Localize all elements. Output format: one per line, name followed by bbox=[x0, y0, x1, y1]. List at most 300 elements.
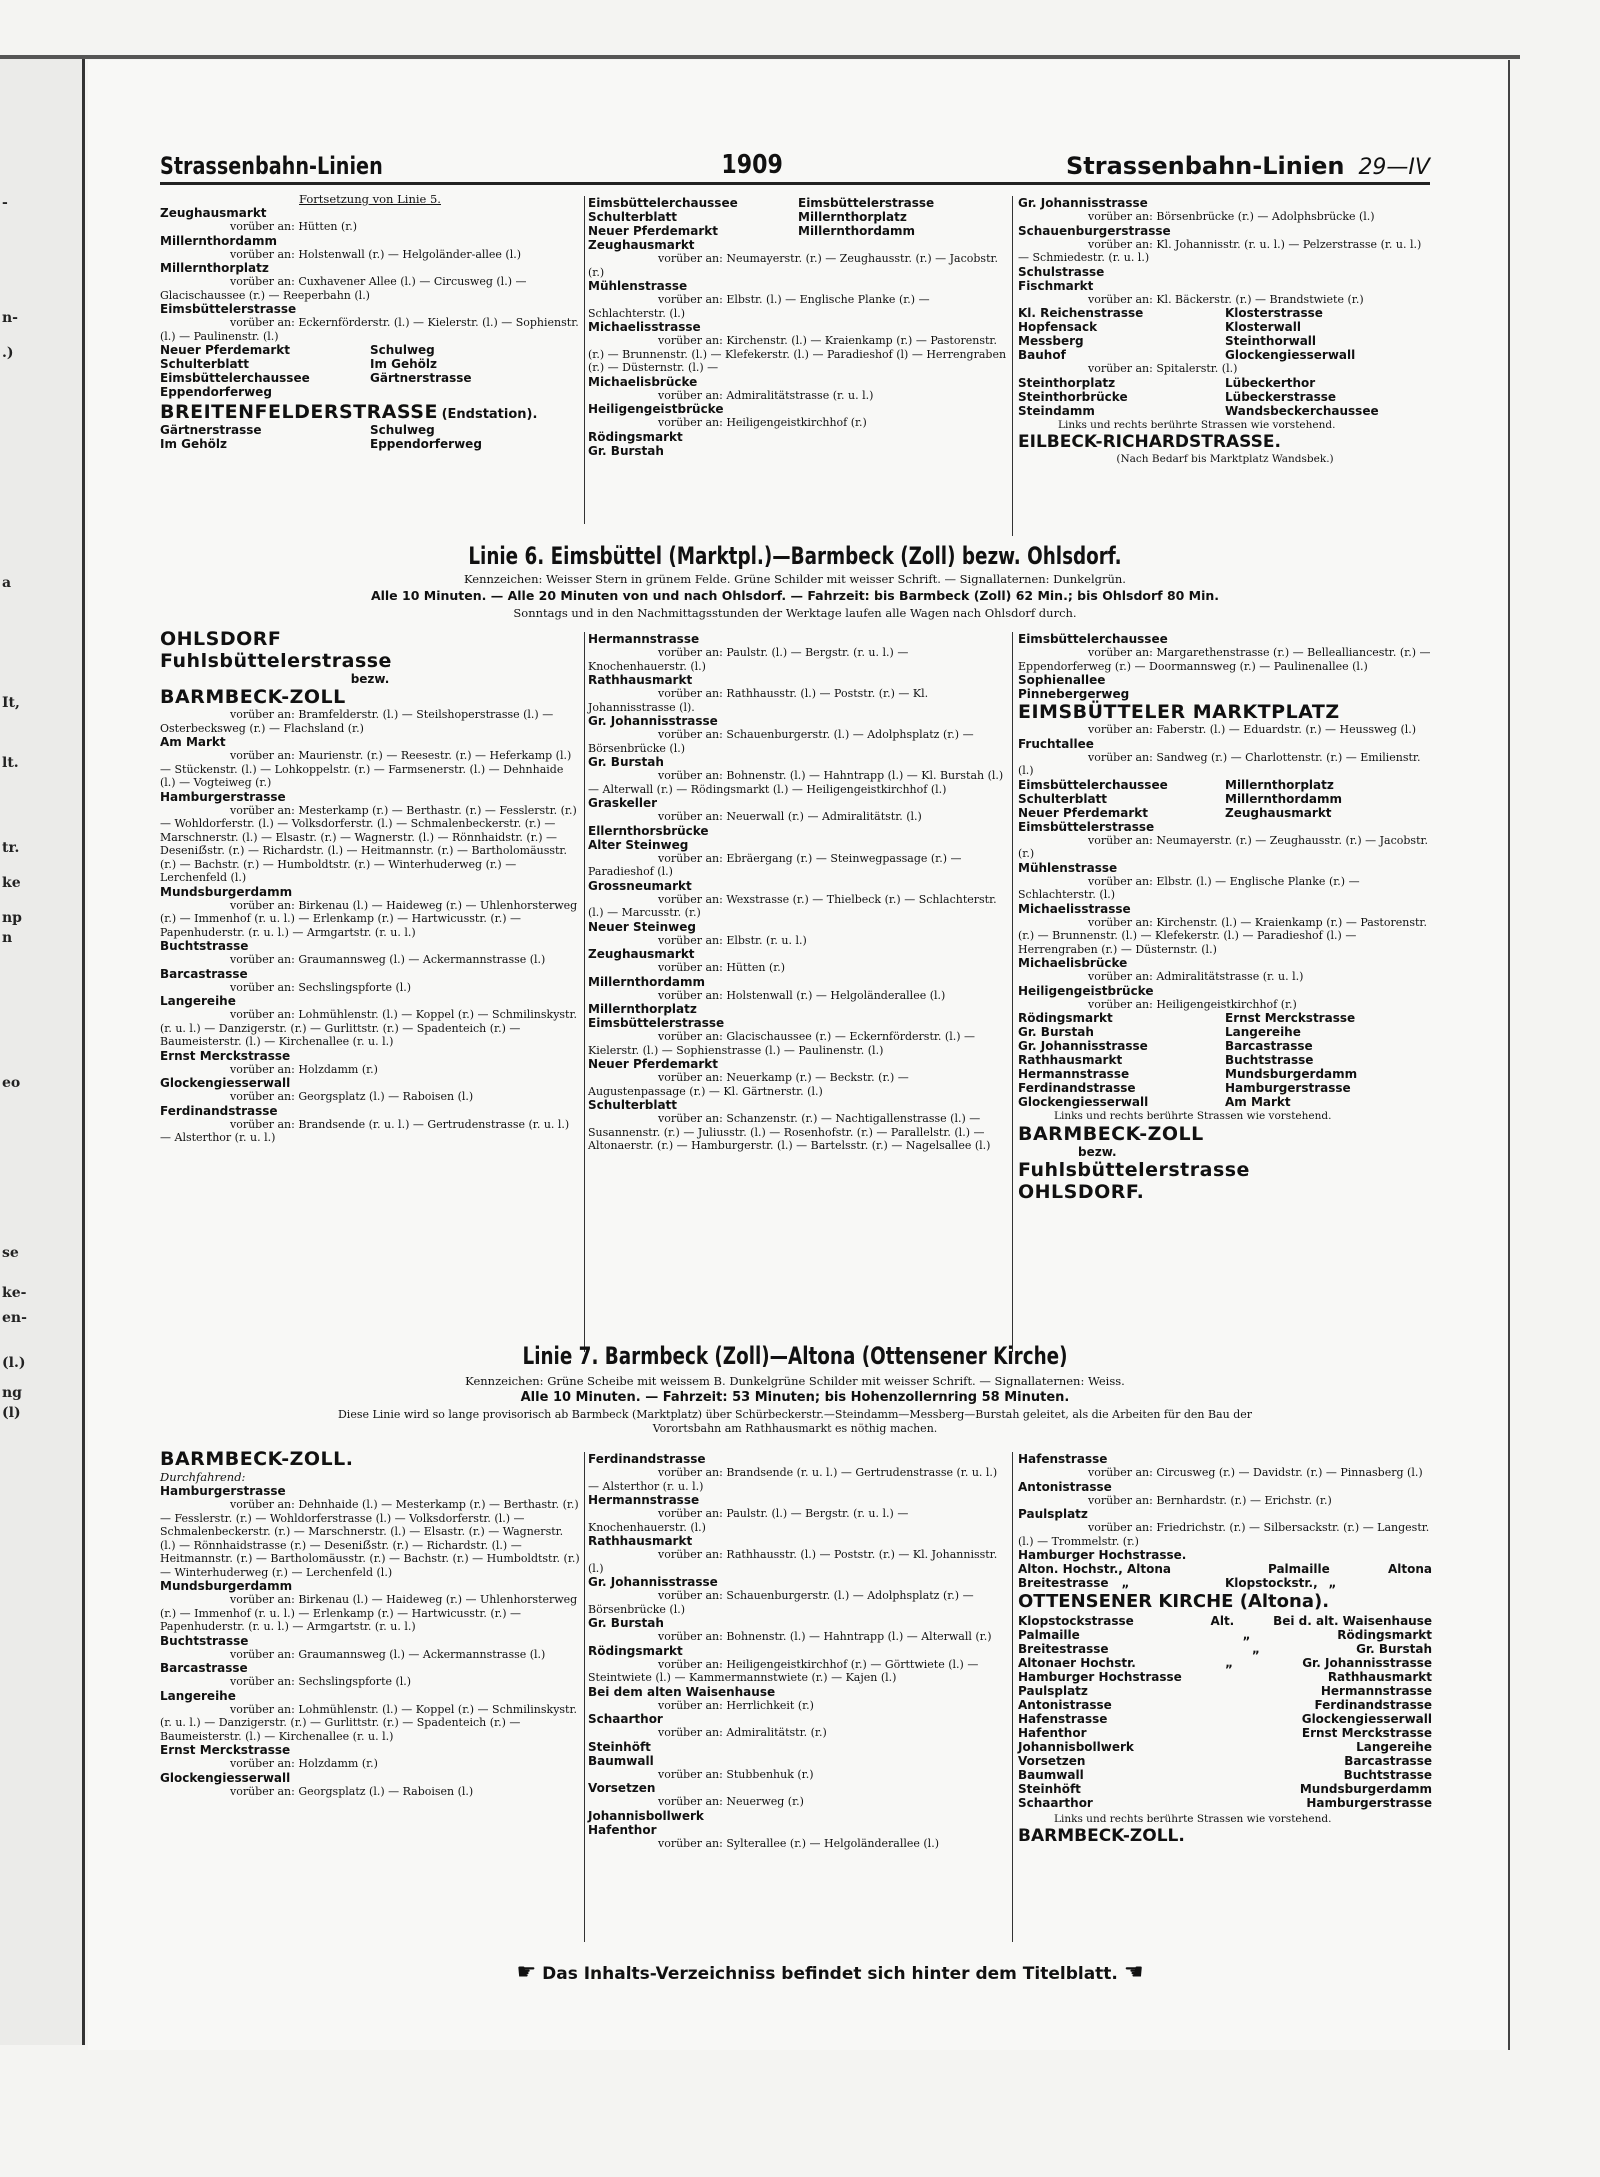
stop-name: Gr. Johannisstrasse bbox=[1018, 1039, 1148, 1053]
linie6-title: Linie 6. Eimsbüttel (Marktpl.)—Barmbeck (Zoll) bezw. Ohlsdorf. bbox=[468, 542, 1122, 570]
passing-streets: vorüber an: Sechslingspforte (l.) bbox=[230, 1675, 412, 1688]
passing-streets: vorüber an: Graumannsweg (l.) — Ackermannstrasse (l.) bbox=[230, 1647, 546, 1661]
stop-name: Schulterblatt bbox=[1018, 791, 1108, 806]
stop-name: Ernst Merckstrasse bbox=[160, 1743, 291, 1757]
passing-streets: vorüber an: Sandweg (r.) — Charlottenstr. (r.) — Emilienstr. (l.) bbox=[1018, 750, 1421, 777]
stop-name bbox=[1224, 1782, 1254, 1796]
stop-name: Mühlenstrasse bbox=[588, 279, 688, 293]
passing-streets: vorüber an: Kl. Johannisstr. (r. u. l.) — Pelzerstrasse (r. u. l.) — Schmiedestr. (r. u. l.) bbox=[1018, 237, 1422, 264]
stop-name bbox=[1225, 1712, 1255, 1726]
stop-name: Rödingsmarkt bbox=[1337, 1628, 1432, 1642]
stop-name bbox=[1227, 1796, 1257, 1810]
stop-name bbox=[1246, 1768, 1276, 1782]
stop-name: Hamburgerstrasse bbox=[1306, 1796, 1432, 1810]
linie5-stops-2 bbox=[588, 238, 1008, 458]
stop-name bbox=[1252, 1740, 1282, 1754]
stop-name: Glockengiesserwall bbox=[160, 1076, 291, 1090]
eilbeck-terminus: EILBECK-RICHARDSTRASSE. bbox=[1018, 431, 1281, 452]
passing-streets: vorüber an: Neumayerstr. (r.) — Zeughausstr. (r.) — Jacobstr. (r.) bbox=[588, 252, 999, 279]
adjacent-page-fragment: lt. bbox=[2, 755, 19, 771]
stop-name: Hermannstrasse bbox=[1320, 1684, 1432, 1698]
stop-name: Hamburgerstrasse bbox=[1225, 1081, 1351, 1095]
stop-name: Heiligengeistbrücke bbox=[1018, 983, 1154, 998]
fuhlsbuettel-start: Fuhlsbüttelerstrasse bbox=[160, 650, 392, 672]
stop-name: Pinnebergerweg bbox=[1018, 687, 1130, 701]
stop-name: Millernthordamm bbox=[160, 233, 278, 248]
linie7-title: Linie 7. Barmbeck (Zoll)—Altona (Ottensener Kirche) bbox=[522, 1342, 1068, 1370]
adjacent-page-fragment: n bbox=[2, 930, 13, 946]
linie7-provisorisch: Diese Linie wird so lange provisorisch ab Barmbeck (Marktplatz) über Schürbeckerstr.—Steindamm—Messberg—Burstah geleitet, als die Arbeiten für den Bau der bbox=[337, 1408, 1253, 1421]
linie6-column-1 bbox=[160, 628, 580, 1145]
stop-pair bbox=[1018, 1740, 1432, 1754]
passing-streets: vorüber an: Schauenburgerstr. (l.) — Adolphsplatz (r.) — Börsenbrücke (l.) bbox=[588, 1589, 974, 1616]
stop-name: Alton. Hochstr., Altona bbox=[1018, 1562, 1172, 1576]
stop-name: Rödingsmarkt bbox=[588, 429, 683, 444]
stop-name: Hamburger Hochstrasse. bbox=[1018, 1548, 1187, 1562]
bezw-label: bezw. bbox=[1078, 1145, 1117, 1159]
passing-streets: vorüber an: Holstenwall (r.) — Helgoländerallee (l.) bbox=[658, 988, 946, 1002]
stop-name: Langereihe bbox=[1356, 1740, 1432, 1754]
spital-note: vorüber an: Spitalerstr. (l.) bbox=[1088, 362, 1238, 375]
stop-name: Gr. Burstah bbox=[588, 755, 664, 769]
passing-streets: vorüber an: Heiligengeistkirchhof (r.) bbox=[1088, 997, 1297, 1011]
stop-pair bbox=[1018, 1768, 1432, 1782]
linie5-return-pairs bbox=[160, 423, 580, 451]
stop-name: Eimsbüttelerchaussee bbox=[160, 371, 310, 385]
stop-pair bbox=[1018, 1796, 1432, 1810]
stop-name: Altonaer Hochstr. bbox=[1018, 1656, 1136, 1670]
stop-name: Graskeller bbox=[588, 796, 658, 810]
stop-name: Schaarthor bbox=[588, 1712, 663, 1726]
passing-streets: vorüber an: Rathhausstr. (l.) — Poststr. (r.) — Kl. Johannisstrasse (l). bbox=[588, 687, 929, 714]
stop-name: Gr. Johannisstrasse bbox=[588, 714, 718, 728]
stop-name bbox=[1238, 1670, 1268, 1684]
linie5-stops-3 bbox=[1018, 196, 1432, 306]
stop-pair bbox=[1018, 348, 1432, 362]
linie6-kennzeichen: Kennzeichen: Weisser Stern in grünem Felde. Grüne Schilder mit weisser Schrift. — Signallaternen: Dunkelgrün. bbox=[464, 572, 1126, 586]
linie6-col3-pairs bbox=[1018, 778, 1432, 820]
passing-streets: vorüber an: Margarethenstrasse (r.) — Bellealliancestr. (r.) — Eppendorferweg (r.) — Doormannsweg (r.) — Paulinenallee (l.) bbox=[1018, 646, 1431, 673]
passing-streets: vorüber an: Birkenau (l.) — Haideweg (r.) — Uhlenhorsterweg (r.) — Immenhof (r. u. l.) — Erlenkamp (r.) — Hartwicusstr. (r.) — Papenhuderstr. (r. u. l.) — Armgartstr. (r. u. l.) bbox=[160, 898, 578, 939]
stop-name: Eppendorferweg bbox=[160, 385, 272, 399]
stop-name: Palmaille bbox=[1267, 1562, 1330, 1576]
stop-name: Michaelisstrasse bbox=[588, 320, 701, 334]
stop-name: Zeughausmarkt bbox=[160, 206, 267, 220]
stop-name: Buchtstrasse bbox=[1343, 1768, 1432, 1782]
linie7-takt: Alle 10 Minuten. — Fahrzeit: 53 Minuten; bis Hohenzollernring 58 Minuten. bbox=[520, 1390, 1070, 1405]
passing-streets: vorüber an: Neumayerstr. (r.) — Zeughausstr. (r.) — Jacobstr. (r.) bbox=[1018, 833, 1429, 860]
adjacent-page-fragment: n- bbox=[2, 310, 18, 326]
stop-name: Klosterstrasse bbox=[1225, 306, 1323, 320]
passing-streets: vorüber an: Wexstrasse (r.) — Thielbeck (r.) — Schlachterstr. (l.) — Marcusstr. (r.) bbox=[588, 892, 997, 919]
linie7-kennzeichen: Kennzeichen: Grüne Scheibe mit weissem B. Dunkelgrüne Schilder mit weisser Schrift. — Signallaternen: Weiss. bbox=[465, 1374, 1125, 1388]
stop-name: Im Gehölz bbox=[160, 437, 228, 451]
adjacent-page-fragment: It, bbox=[2, 695, 20, 711]
stop-name: Heiligengeistbrücke bbox=[588, 402, 724, 416]
linie5-column-3 bbox=[1018, 196, 1432, 466]
passing-streets: vorüber an: Brandsende (r. u. l.) — Gertrudenstrasse (r. u. l.) — Alsterthor (r. u. l.) bbox=[588, 1466, 998, 1493]
stop-name: Mundsburgerdamm bbox=[1299, 1782, 1432, 1796]
passing-streets: vorüber an: Faberstr. (l.) — Eduardstr. (r.) — Heussweg (l.) bbox=[1088, 723, 1417, 736]
linie5-column-2 bbox=[588, 196, 1008, 458]
stop-name: Eimsbüttelerchaussee bbox=[1018, 777, 1168, 792]
stop-pair bbox=[1018, 306, 1432, 320]
stop-name: Gärtnerstrasse bbox=[160, 423, 262, 437]
altona-stop-table bbox=[1018, 1562, 1432, 1590]
adjacent-page-fragment: ke- bbox=[2, 1285, 27, 1301]
stop-name: Rathhausmarkt bbox=[588, 1534, 693, 1548]
fuhlsbuettel-end: Fuhlsbüttelerstrasse bbox=[1018, 1159, 1250, 1181]
adjacent-page-fragment: np bbox=[2, 910, 22, 926]
linie6-stops-3b bbox=[1018, 820, 1432, 1012]
links-note: Links und rechts berührte Strassen wie vorstehend. bbox=[1054, 1813, 1332, 1825]
stop-name: Bei d. alt. Waisenhause bbox=[1273, 1614, 1432, 1628]
stop-name: Neuer Pferdemarkt bbox=[160, 343, 290, 357]
stop-pair bbox=[588, 196, 1008, 210]
page-footer bbox=[390, 1960, 1270, 1985]
stop-pair bbox=[1018, 1782, 1432, 1796]
stop-pair bbox=[160, 423, 580, 437]
stop-name: Steinhöft bbox=[1018, 1782, 1081, 1796]
stop-pair bbox=[160, 343, 580, 357]
passing-streets: vorüber an: Elbstr. (l.) — Englische Planke (r.) — Schlachterstr. (l.) bbox=[588, 293, 930, 320]
passing-streets: vorüber an: Kirchenstr. (l.) — Kraienkamp (r.) — Pastorenstr. (r.) — Brunnenstr. (l.) — Klefekerstr. (l.) — Paradieshof (l.) — Herrengraben (r.) — Düsternstr. (l.) bbox=[1018, 915, 1427, 956]
stop-name: Messberg bbox=[1018, 334, 1084, 348]
stop-name: Millernthordamm bbox=[1225, 791, 1343, 806]
stop-name: Schulweg bbox=[370, 343, 435, 357]
stop-name: Ernst Merckstrasse bbox=[1301, 1726, 1432, 1740]
column-divider bbox=[584, 1452, 585, 1942]
adjacent-page-edge bbox=[0, 55, 85, 2045]
page-number: 29—IV bbox=[1358, 155, 1430, 180]
stop-name: Schulterblatt bbox=[588, 1098, 678, 1112]
stop-name: Gr. Burstah bbox=[1018, 1025, 1094, 1039]
bezw-label: bezw. bbox=[350, 672, 390, 686]
stop-pair bbox=[1018, 1726, 1432, 1740]
passing-streets: vorüber an: Rathhausstr. (l.) — Poststr. (r.) — Kl. Johannisstr. (l.) bbox=[588, 1548, 998, 1575]
major-stop-name: EIMSBÜTTELER MARKTPLATZ bbox=[1018, 701, 1340, 723]
linie5-col3-pairs bbox=[1018, 306, 1432, 362]
ohlsdorf-start: OHLSDORF bbox=[160, 628, 282, 650]
passing-streets: vorüber an: Admiralitätstrasse (r. u. l.) bbox=[658, 388, 874, 402]
stop-name: Eimsbüttelerchaussee bbox=[1018, 632, 1168, 646]
stop-name: Rödingsmarkt bbox=[588, 1643, 683, 1658]
stop-name bbox=[1246, 1754, 1276, 1768]
stop-name: Baumwall bbox=[1018, 1768, 1084, 1782]
passing-streets: vorüber an: Georgsplatz (l.) — Raboisen (l.) bbox=[230, 1784, 474, 1798]
stop-name: Barcastrasse bbox=[1344, 1754, 1432, 1768]
stop-name: Neuer Pferdemarkt bbox=[588, 224, 718, 238]
stop-name: Am Markt bbox=[160, 735, 226, 749]
stop-name: Steindamm bbox=[1018, 403, 1095, 418]
stop-name bbox=[1231, 1698, 1261, 1712]
passing-streets: vorüber an: Neuerweg (r.) bbox=[658, 1795, 804, 1808]
stop-name: Gr. Burstah bbox=[588, 443, 664, 458]
stop-pair bbox=[160, 371, 580, 385]
column-divider bbox=[1012, 632, 1013, 1352]
eilbeck-note: (Nach Bedarf bis Marktplatz Wandsbek.) bbox=[1116, 452, 1334, 465]
stop-name: Millernthordamm bbox=[588, 974, 706, 989]
stop-name: Eimsbüttelerstrasse bbox=[798, 196, 935, 210]
stop-pair bbox=[1018, 1576, 1432, 1590]
stop-name: Hafenstrasse bbox=[1018, 1712, 1108, 1726]
stop-name: Rathhausmarkt bbox=[1327, 1670, 1432, 1684]
stop-name: Vorsetzen bbox=[588, 1781, 656, 1795]
stop-name: Michaelisstrasse bbox=[1018, 901, 1131, 916]
stop-name: Barcastrasse bbox=[160, 966, 248, 981]
passing-streets: vorüber an: Brandsende (r. u. l.) — Gertrudenstrasse (r. u. l.) — Alsterthor (r. u. l.) bbox=[160, 1117, 570, 1144]
stop-pair bbox=[1018, 1712, 1432, 1726]
stop-name: Antonistrasse bbox=[1018, 1698, 1112, 1712]
passing-streets: vorüber an: Paulstr. (l.) — Bergstr. (r. u. l.) — Knochenhauerstr. (l.) bbox=[588, 1507, 909, 1534]
passing-streets: vorüber an: Georgsplatz (l.) — Raboisen (l.) bbox=[230, 1090, 474, 1103]
header-year: 1909 bbox=[721, 150, 783, 180]
stop-name: Hafenthor bbox=[588, 1822, 657, 1837]
linie7-stops-3 bbox=[1018, 1452, 1432, 1562]
passing-streets: vorüber an: Eckernförderstr. (l.) — Kielerstr. (l.) — Sophienstr. (l.) — Paulinenstr. (l.) bbox=[160, 316, 579, 343]
linie6-sonntags: Sonntags und in den Nachmittagsstunden der Werktage laufen alle Wagen nach Ohlsdorf durch. bbox=[513, 606, 1077, 620]
stop-name: Ferdinandstrasse bbox=[588, 1452, 706, 1466]
stop-pair bbox=[160, 357, 580, 371]
stop-name: Gr. Johannisstrasse bbox=[1018, 196, 1148, 210]
stop-name: Eimsbüttelerstrasse bbox=[160, 302, 297, 316]
stop-name: Paulsplatz bbox=[1018, 1507, 1088, 1521]
stop-name: Gärtnerstrasse bbox=[370, 371, 472, 385]
stop-pair bbox=[1018, 806, 1432, 820]
ohlsdorf-end: OHLSDORF. bbox=[1018, 1181, 1145, 1203]
stop-name: Alt. bbox=[1210, 1614, 1235, 1628]
linie7-column-1 bbox=[160, 1448, 580, 1798]
stop-name: Mühlenstrasse bbox=[1018, 860, 1118, 875]
passing-streets: vorüber an: Heiligengeistkirchhof (r.) bbox=[658, 416, 867, 429]
stop-name: Bauhof bbox=[1018, 348, 1066, 362]
stop-name: Millernthordamm bbox=[798, 224, 916, 238]
passing-streets: vorüber an: Circusweg (r.) — Davidstr. (r.) — Pinnasberg (l.) bbox=[1088, 1466, 1423, 1479]
passing-streets: vorüber an: Elbstr. (l.) — Englische Planke (r.) — Schlachterstr. (l.) bbox=[1018, 874, 1360, 901]
stop-name: Gr. Johannisstrasse bbox=[1302, 1656, 1432, 1670]
passing-streets: vorüber an: Admiralitätstr. (r.) bbox=[658, 1726, 827, 1739]
stop-name: Langereihe bbox=[1225, 1025, 1301, 1039]
stop-pair bbox=[1018, 1081, 1432, 1095]
passing-streets: vorüber an: Heiligengeistkirchhof (r.) — Görttwiete (l.) — Steintwiete (l.) — Kammermannstwiete (r.) — Kajen (l.) bbox=[588, 1657, 979, 1684]
stop-name: Glockengiesserwall bbox=[1018, 1095, 1149, 1109]
passing-streets: vorüber an: Holzdamm (r.) bbox=[230, 1757, 378, 1770]
stop-name bbox=[1225, 1726, 1255, 1740]
stop-name: Lübeckerstrasse bbox=[1225, 389, 1337, 404]
stop-pair bbox=[1018, 1670, 1432, 1684]
stop-pair bbox=[1018, 1754, 1432, 1768]
stop-pair bbox=[1018, 376, 1432, 390]
passing-streets: vorüber an: Hütten (r.) bbox=[658, 961, 786, 974]
stop-name: Mundsburgerdamm bbox=[160, 1579, 293, 1593]
stop-name: Gr. Johannisstrasse bbox=[588, 1575, 718, 1589]
adjacent-page-fragment: (l) bbox=[2, 1405, 21, 1421]
passing-streets: vorüber an: Birkenau (l.) — Haideweg (r.) — Uhlenhorsterweg (r.) — Immenhof (r. u. l.) — Erlenkamp (r.) — Hartwicusstr. (r.) — Papenhuderstr. (r. u. l.) — Armgartstr. (r. u. l.) bbox=[160, 1593, 578, 1633]
ottensener-terminus: OTTENSENER KIRCHE (Altona). bbox=[1018, 1591, 1330, 1612]
passing-streets: vorüber an: Maurienstr. (r.) — Reesestr. (r.) — Heferkamp (l.) — Stückenstr. (l.) — Lohkoppelstr. (r.) — Farmsenerstr. (l.) — Dehnhaide (l.) — Vogteiweg (r.) bbox=[160, 749, 572, 789]
header-rule bbox=[160, 182, 1430, 185]
linie5-col3-pairs2 bbox=[1018, 376, 1432, 418]
stop-name: Sophienallee bbox=[1018, 673, 1106, 687]
barmbeck-end: BARMBECK-ZOLL bbox=[1018, 1123, 1204, 1145]
stop-name: Glockengiesserwall bbox=[1301, 1712, 1432, 1726]
stop-pair bbox=[1018, 1039, 1432, 1053]
stop-name: „ bbox=[1328, 1576, 1337, 1590]
stop-name: Lübeckerthor bbox=[1225, 375, 1316, 390]
stop-name: Buchtstrasse bbox=[160, 939, 249, 953]
header-right-title: Strassenbahn-Linien bbox=[1066, 152, 1345, 180]
stop-name: Klopstockstrasse bbox=[1018, 1614, 1134, 1628]
stop-name: Eimsbüttelerchaussee bbox=[588, 196, 738, 210]
stop-name: „ bbox=[1121, 1576, 1130, 1590]
stop-name bbox=[370, 385, 580, 399]
stop-name: Hopfensack bbox=[1018, 320, 1098, 334]
passing-streets: vorüber an: Bohnenstr. (l.) — Hahntrapp (l.) — Alterwall (r.) bbox=[658, 1630, 992, 1643]
adjacent-page-fragment: se bbox=[2, 1245, 19, 1261]
stop-name: Ferdinandstrasse bbox=[1314, 1698, 1432, 1712]
passing-streets: vorüber an: Glacischaussee (r.) — Eckernförderstr. (l.) — Kielerstr. (l.) — Sophienstrasse (l.) — Paulinenstr. (l.) bbox=[588, 1030, 976, 1057]
adjacent-page-fragment: a bbox=[2, 575, 12, 591]
linie7-column-3 bbox=[1018, 1452, 1432, 1846]
stop-name: Millernthorplatz bbox=[1225, 777, 1334, 792]
barmbeck-start: BARMBECK-ZOLL. bbox=[160, 1448, 354, 1470]
stop-name: Klosterwall bbox=[1225, 320, 1302, 334]
stop-name: Zeughausmarkt bbox=[588, 238, 695, 252]
stop-name: Hermannstrasse bbox=[588, 632, 700, 646]
stop-name: Millernthorplatz bbox=[588, 1002, 697, 1016]
passing-streets: vorüber an: Friedrichstr. (r.) — Silbersackstr. (r.) — Langestr. (l.) — Trommelstr. (r.) bbox=[1018, 1521, 1430, 1548]
stop-name: Schaarthor bbox=[1018, 1796, 1093, 1810]
passing-streets: vorüber an: Börsenbrücke (r.) — Adolphsbrücke (l.) bbox=[1088, 210, 1375, 223]
barmbeck-start: BARMBECK-ZOLL bbox=[160, 686, 346, 708]
stop-name: Millernthorplatz bbox=[160, 261, 269, 275]
stop-name: Neuer Pferdemarkt bbox=[588, 1057, 718, 1071]
stop-name: Palmaille bbox=[1018, 1628, 1080, 1642]
stop-name: Gr. Burstah bbox=[588, 1616, 664, 1630]
stop-pair bbox=[1018, 1095, 1432, 1109]
stop-pair bbox=[1018, 334, 1432, 348]
stop-name: Schulweg bbox=[370, 423, 435, 437]
stop-name: Am Markt bbox=[1225, 1095, 1291, 1109]
stop-name: Mundsburgerdamm bbox=[1225, 1067, 1358, 1081]
adjacent-page-fragment: en- bbox=[2, 1310, 27, 1326]
passing-streets: vorüber an: Graumannsweg (l.) — Ackermannstrasse (l.) bbox=[230, 953, 546, 966]
linie7-stops-1 bbox=[160, 1484, 580, 1798]
stop-name: Buchtstrasse bbox=[160, 1633, 249, 1648]
stop-name: Wandsbeckerchaussee bbox=[1225, 403, 1379, 418]
stop-name: Grossneumarkt bbox=[588, 878, 692, 893]
stop-name: Breitestrasse bbox=[1018, 1642, 1109, 1656]
stop-pair bbox=[1018, 1011, 1432, 1025]
stop-name: Michaelisbrücke bbox=[1018, 956, 1128, 970]
stop-pair bbox=[1018, 1067, 1432, 1081]
links-note: Links und rechts berührte Strassen wie vorstehend. bbox=[1058, 418, 1336, 431]
stop-pair bbox=[1018, 1656, 1432, 1670]
linie5-stops-1 bbox=[160, 206, 580, 343]
stop-pair bbox=[1018, 1684, 1432, 1698]
continuation-note: Fortsetzung von Linie 5. bbox=[299, 192, 441, 206]
linie5-column-1 bbox=[160, 192, 580, 451]
passing-streets: vorüber an: Holzdamm (r.) bbox=[230, 1062, 378, 1076]
stop-name: Johannisbollwerk bbox=[1018, 1740, 1134, 1754]
stop-name: Steinhöft bbox=[588, 1739, 651, 1754]
linie7-stops-2 bbox=[588, 1452, 1008, 1850]
binding-shadow bbox=[0, 55, 1520, 59]
adjacent-page-fragment: ke bbox=[2, 875, 21, 891]
terminus-note: (Endstation). bbox=[441, 407, 538, 422]
passing-streets: vorüber an: Neuerkamp (r.) — Beckstr. (r.) — Augustenpassage (r.) — Kl. Gärtnerstr. (l.) bbox=[588, 1071, 909, 1098]
stop-name: Klopstockstr., bbox=[1225, 1576, 1318, 1590]
passing-streets: vorüber an: Sylterallee (r.) — Helgoländerallee (l.) bbox=[658, 1836, 939, 1850]
linie6-stops-3 bbox=[1018, 632, 1432, 778]
passing-streets: vorüber an: Ebräergang (r.) — Steinwegpassage (r.) — Paradieshof (l.) bbox=[588, 851, 962, 878]
stop-pair bbox=[1018, 404, 1432, 418]
linie6-stops-2 bbox=[588, 632, 1008, 1153]
stop-name: Eppendorferweg bbox=[370, 437, 482, 451]
stop-name: Schulstrasse bbox=[1018, 264, 1105, 279]
stop-name: Eimsbüttelerstrasse bbox=[1018, 819, 1155, 834]
header-left-title: Strassenbahn-Linien bbox=[160, 152, 383, 180]
stop-name: Mundsburgerdamm bbox=[160, 884, 293, 899]
stop-name bbox=[1234, 1684, 1264, 1698]
stop-name: Breitestrasse bbox=[1018, 1576, 1109, 1590]
stop-name: Langereihe bbox=[160, 994, 236, 1008]
stop-name: Ernst Merckstrasse bbox=[160, 1048, 291, 1063]
stop-name: Johannisbollwerk bbox=[588, 1808, 704, 1823]
stop-name: Bei dem alten Waisenhause bbox=[588, 1684, 776, 1699]
adjacent-page-fragment: - bbox=[2, 195, 8, 211]
linie5-col2-pairs bbox=[588, 196, 1008, 238]
linie6-column-3 bbox=[1018, 632, 1432, 1203]
stop-name: „ bbox=[1252, 1642, 1260, 1656]
adjacent-page-fragment: eo bbox=[2, 1075, 21, 1091]
stop-name: Steinthorbrücke bbox=[1018, 389, 1128, 404]
stop-name: „ bbox=[1242, 1628, 1251, 1642]
stop-name: Gr. Burstah bbox=[1356, 1642, 1432, 1656]
passing-streets: vorüber an: Stubbenhuk (r.) bbox=[658, 1767, 814, 1781]
passing-streets: vorüber an: Bernhardstr. (r.) — Erichstr. (r.) bbox=[1088, 1493, 1332, 1507]
stop-name: „ bbox=[1225, 1656, 1233, 1670]
stop-name: Barcastrasse bbox=[1225, 1039, 1313, 1053]
passing-streets: vorüber an: Kl. Bäckerstr. (r.) — Brandstwiete (r.) bbox=[1088, 292, 1364, 306]
column-divider bbox=[1012, 196, 1013, 536]
stop-pair bbox=[1018, 792, 1432, 806]
passing-streets: vorüber an: Bohnenstr. (l.) — Hahntrapp (l.) — Kl. Burstah (l.) — Alterwall (r.) — Rödingsmarkt (l.) — Heiligengeistkirchhof (l.) bbox=[588, 769, 1004, 796]
linie6-col3-pairs2 bbox=[1018, 1011, 1432, 1109]
stop-name: Rathhausmarkt bbox=[588, 673, 693, 687]
stop-name: Ellernthorsbrücke bbox=[588, 823, 709, 838]
stop-name: Fischmarkt bbox=[1018, 278, 1094, 293]
stop-pair bbox=[1018, 390, 1432, 404]
stop-name: Antonistrasse bbox=[1018, 1479, 1112, 1494]
column-divider bbox=[584, 632, 585, 1352]
stop-name: Eimsbüttelerstrasse bbox=[588, 1016, 725, 1030]
stop-name: Michaelisbrücke bbox=[588, 374, 698, 389]
passing-streets: vorüber an: Kirchenstr. (l.) — Kraienkamp (r.) — Pastorenstr. (r.) — Brunnenstr. (l.) — Klefekerstr. (l.) — Paradieshof (l) — Herrengraben (r.) — Düsternstr. (l.) — bbox=[588, 334, 1007, 374]
passing-streets: vorüber an: Schanzenstr. (r.) — Nachtigallenstrasse (l.) — Susannenstr. (r.) — Juliusstr. (l.) — Rosenhofstr. (r.) — Parallelstr. (l.) — Altonaerstr. (r.) — Hamburgerstr. (l.) — Bartelsstr. (r.) — Nagelsallee (l.) bbox=[588, 1112, 991, 1152]
linie7-return-table bbox=[1018, 1614, 1432, 1810]
linie6-stops-1 bbox=[160, 708, 580, 1145]
durchfahrend-label: Durchfahrend: bbox=[160, 1470, 246, 1484]
terminus-name: BREITENFELDERSTRASSE bbox=[160, 401, 438, 423]
passing-streets: vorüber an: Schauenburgerstr. (l.) — Adolphsplatz (r.) — Börsenbrücke (l.) bbox=[588, 728, 974, 755]
linie6-takt: Alle 10 Minuten. — Alle 20 Minuten von und nach Ohlsdorf. — Fahrzeit: bis Barmbeck (Zoll) 62 Min.; bis Ohlsdorf 80 Min. bbox=[370, 588, 1220, 603]
stop-name: Hamburgerstrasse bbox=[160, 1484, 286, 1498]
linie6-column-2 bbox=[588, 632, 1008, 1153]
passing-streets: vorüber an: Mesterkamp (r.) — Berthastr. (r.) — Fesslerstr. (r.) — Wohldorferstr. (l.) — Volksdorferstr. (l.) — Schmalenbeckerstr. (r.) — Marschnerstr. (l.) — Elsastr. (r.) — Wagnerstr. (l.) — Rönnhaidstr. (r.) — Deseniẞstr. (r.) — Richardstr. (l.) — Heitmannstr. (r.) — Bartholomäusstr. (r.) — Bachstr. (r.) — Humboldtstr. (r.) — Winterhuderweg (r.) — Lerchenfeld (l.) bbox=[160, 803, 577, 884]
stop-pair bbox=[1018, 1562, 1432, 1576]
stop-name: Hafenstrasse bbox=[1018, 1452, 1108, 1466]
